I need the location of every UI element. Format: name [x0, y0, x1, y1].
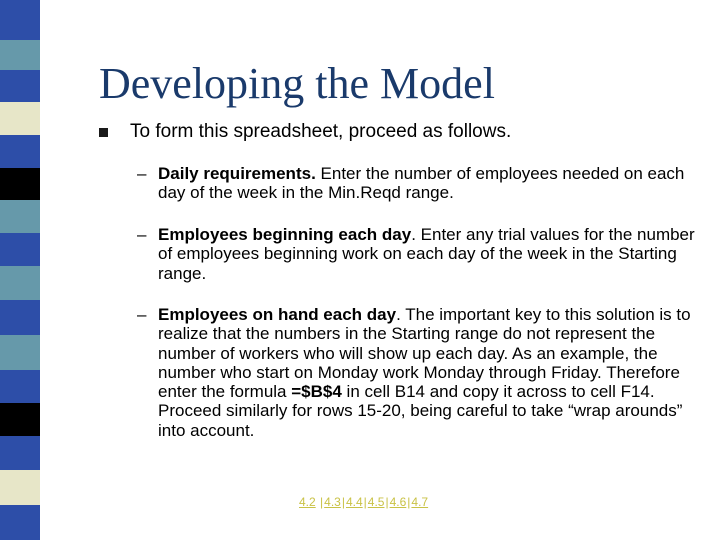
nav-link-4-5[interactable]: 4.5 [367, 495, 385, 509]
strip-block [0, 0, 40, 40]
strip-block [0, 335, 40, 370]
heading-period: . [396, 305, 401, 324]
nav-separator: | [341, 495, 345, 509]
slide-title: Developing the Model [99, 59, 495, 108]
nav-link-4-3[interactable]: 4.3 [324, 495, 341, 509]
decorative-color-strip [0, 0, 40, 540]
nav-link-4-6[interactable]: 4.6 [389, 495, 407, 509]
heading-period: . [411, 225, 416, 244]
nav-separator: | [385, 495, 389, 509]
nav-link-4-7[interactable]: 4.7 [411, 495, 429, 509]
strip-block [0, 300, 40, 335]
heading-period: . [311, 164, 316, 183]
nav-link-4-4[interactable]: 4.4 [345, 495, 363, 509]
sub-item-text: Enter any trial values for the number of employees beginning work on each day of the week in the Starting range. [158, 225, 695, 283]
sub-item-employees-beginning [137, 225, 707, 283]
strip-block [0, 135, 40, 168]
sub-item-heading: Employees beginning each day [158, 225, 412, 244]
nav-separator: | [320, 495, 324, 509]
strip-block [0, 470, 40, 505]
sub-item-employees-on-hand [137, 305, 707, 440]
strip-block [0, 102, 40, 135]
strip-block [0, 403, 40, 436]
sub-item-body [158, 305, 707, 440]
strip-block [0, 200, 40, 233]
sub-item-text: in cell B14 and copy it across to cell F14. Proceed similarly for rows 15-20, being careful to take “wrap arounds” into account. [158, 382, 683, 440]
strip-block [0, 436, 40, 470]
footer-nav [299, 495, 428, 509]
sub-item-body [158, 225, 707, 283]
nav-separator: | [407, 495, 411, 509]
strip-block [0, 505, 40, 540]
sub-item-text: Enter the number of employees needed on each day of the week in the Min.Reqd range. [158, 164, 685, 203]
sub-item-heading: Employees on hand each day [158, 305, 397, 324]
nav-separator: | [363, 495, 367, 509]
dash-bullet: – [137, 164, 147, 183]
sub-item-heading: Daily requirements [158, 164, 312, 183]
sub-item-body [158, 164, 707, 203]
nav-link-4-2[interactable]: 4.2 [299, 495, 316, 509]
strip-block [0, 266, 40, 300]
main-bullet-text: To form this spreadsheet, proceed as follows. [130, 121, 512, 142]
strip-block [0, 70, 40, 102]
strip-block [0, 168, 40, 200]
strip-block [0, 40, 40, 70]
dash-bullet: – [137, 305, 147, 324]
strip-block [0, 370, 40, 403]
strip-block [0, 233, 40, 266]
formula-text: =$B$4 [291, 382, 342, 402]
dash-bullet: – [137, 225, 147, 244]
square-bullet-icon [99, 128, 108, 137]
sub-item-text: The important key to this solution is to realize that the numbers in the Starting range do not represent the number of workers who will show up each day. As an example, the number who start on Monday work Monday through Friday. Therefore enter the formula [158, 305, 691, 402]
sub-item-daily-requirements [137, 164, 707, 203]
